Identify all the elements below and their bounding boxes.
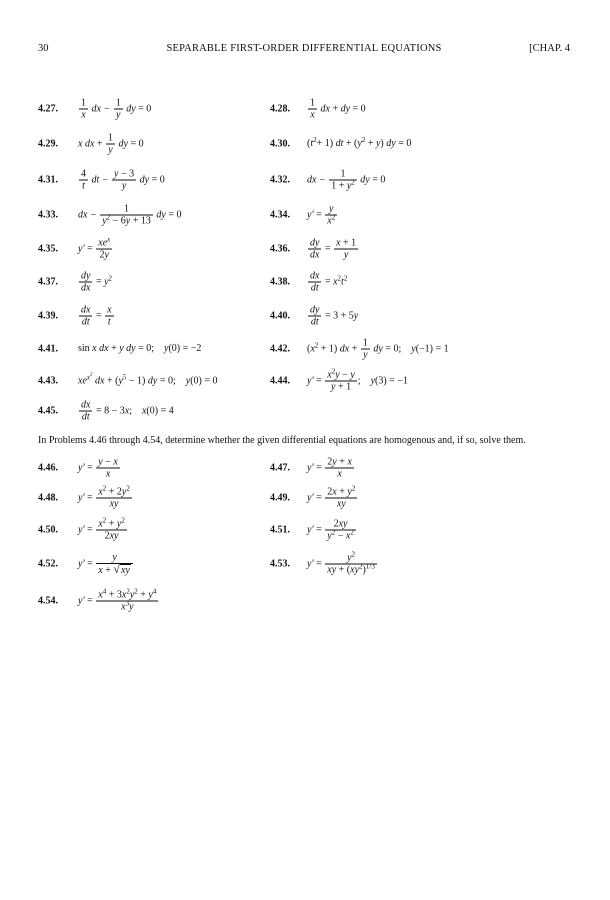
equation: $\frac{dx}{dt}$ = 8 − 3x; x(0) = 4 (81, 399, 174, 423)
problem-number: 4.28. (270, 103, 290, 115)
problem-row (0, 336, 610, 362)
problem-number: 4.49. (270, 492, 290, 504)
page-header (38, 43, 570, 57)
equation: y′ = $\frac{y}{x^2}$ (307, 203, 336, 227)
equation: $\frac{dy}{dx}$ = $y^2$ (81, 270, 113, 294)
problem-number: 4.40. (270, 310, 290, 322)
problem-number: 4.50. (38, 524, 58, 536)
equation: $\frac{1}{x}$ dx + dy = 0 (310, 97, 366, 121)
page-number: 30 (38, 43, 49, 54)
equation: $\frac{4}{t}$ dt − $\frac{y - 3}{y}$ dy = 0 (81, 168, 165, 191)
problem-row (0, 549, 610, 579)
problem-number: 4.30. (270, 138, 290, 150)
equation: $\frac{1}{x}$ dx − $\frac{1}{y}$ dy = 0 (81, 97, 152, 121)
problem-number: 4.36. (270, 243, 290, 255)
problem-number: 4.51. (270, 524, 290, 536)
equation: dx − $\frac{1}{y^2 - 6y + 13}$ dy = 0 (78, 203, 182, 227)
problem-number: 4.47. (270, 462, 290, 473)
equation: $\frac{dx}{dt}$ = $\frac{x}{t}$ (81, 304, 112, 328)
problem-number: 4.53. (270, 558, 290, 570)
problem-number: 4.48. (38, 492, 58, 504)
problem-number: 4.52. (38, 558, 58, 570)
problem-row (0, 96, 610, 122)
equation: y′ = $\frac{x^2 + y^2}{2xy}$ (78, 516, 125, 542)
equation: $xe^{x^2}$ dx + $(y^5 - 1)$ dy = 0; y(0) = 0 (78, 372, 218, 387)
problem-number: 4.42. (270, 343, 290, 355)
equation: $\frac{dx}{dt}$ = $x^2t^2$ (310, 270, 348, 294)
problem-row (0, 303, 610, 329)
equation: y′ = $\frac{y - x}{x}$ (78, 456, 118, 479)
problem-row (0, 368, 610, 394)
equation: y′ = $\frac{y^2}{xy + (xy^2)^{1/3}}$ (307, 550, 375, 576)
problem-row (0, 166, 610, 193)
equation: $\frac{dy}{dx}$ = $\frac{x + 1}{y}$ (310, 237, 357, 261)
problem-row (0, 269, 610, 295)
equation: x dx + $\frac{1}{y}$ dy = 0 (78, 132, 144, 156)
instructions-paragraph: In Problems 4.46 through 4.54, determine whether the given differential equations are homogenous and, if so, solve them. (38, 435, 526, 446)
problem-number: 4.45. (38, 405, 58, 417)
equation: $(x^2 + 1)$ dx + $\frac{1}{y}$ dy = 0; y(−1) = 1 (307, 337, 449, 361)
equation: sin x dx + y dy = 0; y(0) = −2 (78, 343, 202, 354)
chapter-label: [CHAP. 4 (529, 43, 570, 54)
problem-number: 4.39. (38, 310, 58, 322)
problem-number: 4.41. (38, 343, 58, 355)
problem-number: 4.31. (38, 174, 58, 185)
equation: $\frac{dy}{dt}$ = 3 + 5y (310, 304, 359, 328)
problem-number: 4.46. (38, 462, 58, 473)
running-title: SEPARABLE FIRST-ORDER DIFFERENTIAL EQUATIONS (166, 43, 442, 54)
problem-number: 4.43. (38, 375, 58, 387)
equation: y′ = $\frac{x^4 + 3x^2y^2 + y^4}{x^3y}$ (78, 587, 157, 613)
problem-number: 4.35. (38, 243, 58, 255)
problem-row (0, 516, 610, 544)
problem-row (0, 484, 610, 512)
problem-number: 4.32. (270, 174, 290, 185)
equation: y′ = $\frac{xe^x}{2y}$ (78, 235, 111, 261)
problem-row (0, 586, 610, 616)
problem-number: 4.37. (38, 276, 58, 288)
equation: dx − $\frac{1}{1 + y^2}$ dy = 0 (307, 168, 386, 191)
problem-number: 4.54. (38, 595, 58, 607)
problem-row (0, 454, 610, 481)
problem-number: 4.33. (38, 209, 58, 221)
problem-number: 4.27. (38, 103, 58, 115)
equation: y′ = $\frac{2y + x}{x}$ (307, 456, 352, 479)
problem-row (0, 201, 610, 229)
problem-number: 4.34. (270, 209, 290, 221)
equation: y′ = $\frac{2xy}{y^2 - x^2}$ (307, 518, 354, 542)
equation: y′ = $\frac{y}{x + √xy}$ (78, 552, 134, 576)
problem-row (0, 398, 610, 424)
problem-row (0, 236, 610, 262)
equation: y′ = $\frac{x^2 + 2y^2}{xy}$ (78, 484, 130, 510)
problem-number: 4.29. (38, 138, 58, 150)
problem-number: 4.44. (270, 375, 290, 387)
problem-number: 4.38. (270, 276, 290, 288)
equation: y′ = $\frac{2x + y^2}{xy}$ (307, 484, 356, 510)
equation: $(t^2+ 1)$ dt + $(y^2 + y)$ dy = 0 (307, 136, 412, 149)
equation: y′ = $\frac{x^2y - y}{y + 1}$ ; y(3) = −1 (307, 367, 408, 393)
problem-row (0, 131, 610, 157)
